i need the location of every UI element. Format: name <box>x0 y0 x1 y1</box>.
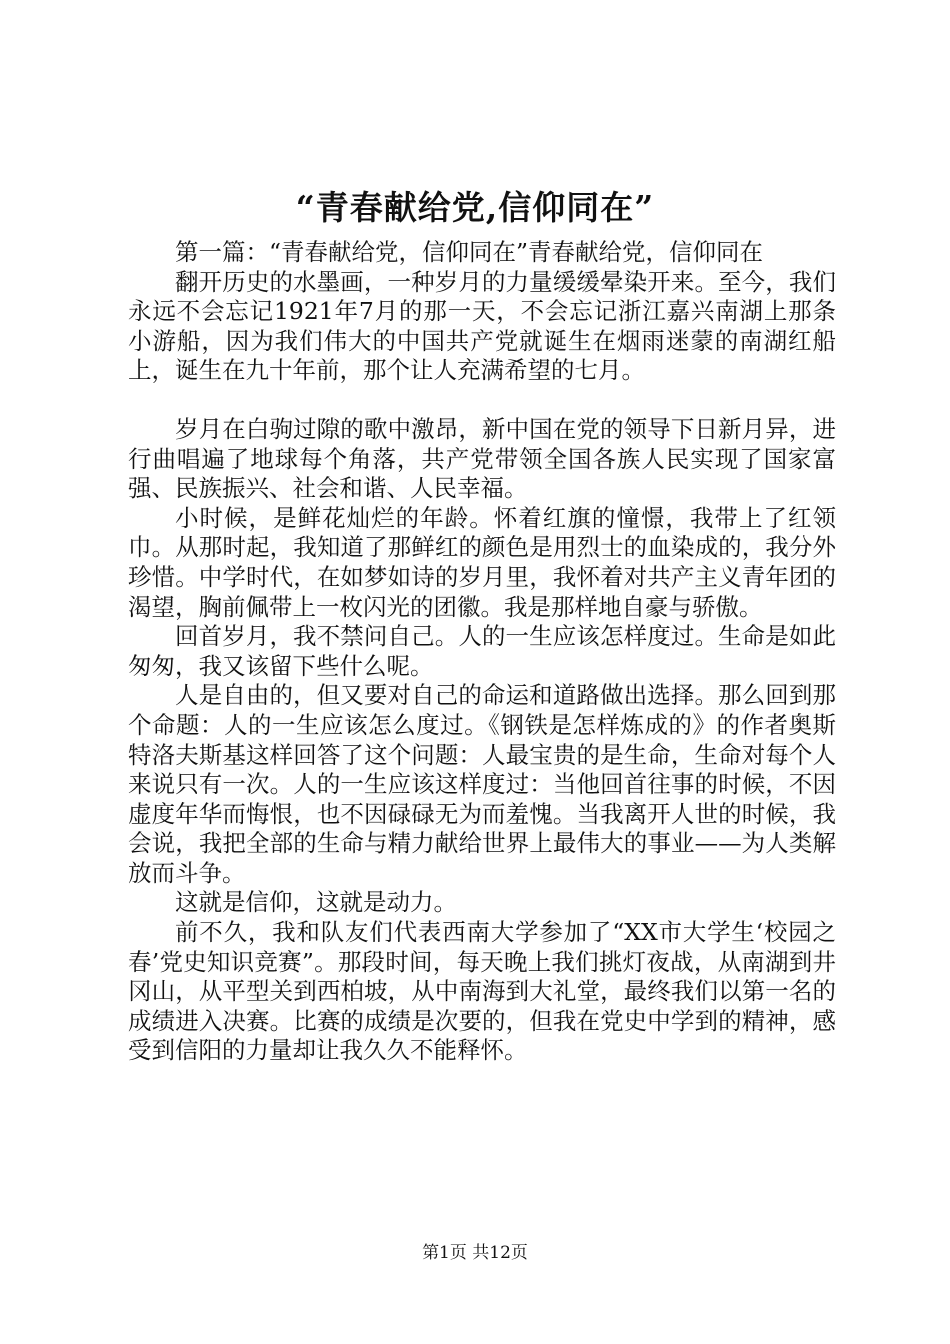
paragraph: 第一篇：“青春献给党，信仰同在”青春献给党，信仰同在 <box>175 238 764 266</box>
paragraph: 人是自由的，但又要对自己的命运和道路做出选择。那么回到那个命题：人的一生应该怎么度过。《钢铁是怎样炼成的》的作者奥斯特洛夫斯基这样回答了这个问题：人最宝贵的是生命，生命对每个人来说只有一次。人的一生应该这样度过：当他回首往事的时候，不因虚度年华而悔恨，也不因碌碌无为而羞愧。当我离开人世的时候，我会说，我把全部的生命与精力献给世界上最伟大的事业——为人类解放而斗争。 <box>128 681 836 887</box>
paragraph: 翻开历史的水墨画，一种岁月的力量缓缓晕染开来。至今，我们永远不会忘记1921年7月的那一天，不会忘记浙江嘉兴南湖上那条小游船，因为我们伟大的中国共产党就诞生在烟雨迷蒙的南湖红船上，诞生在九十年前，那个让人充满希望的七月。 <box>128 267 836 385</box>
page-footer: 第1页 共12页 <box>422 1243 528 1263</box>
paragraph: 这就是信仰，这就是动力。 <box>175 888 457 917</box>
paragraph: 岁月在白驹过隙的歌中激昂，新中国在党的领导下日新月异，进行曲唱遍了地球每个角落，共产党带领全国各族人民实现了国家富强、民族振兴、社会和谐、人民幸福。 <box>128 414 836 503</box>
paragraph: 前不久，我和队友们代表西南大学参加了“XX市大学生‘校园之春’党史知识竞赛”。那段时间，每天晚上我们挑灯夜战，从南湖到井冈山，从平型关到西柏坡，从中南海到大礼堂，最终我们以第一名的成绩进入决赛。比赛的成绩是次要的，但我在党史中学到的精神，感受到信阳的力量却让我久久不能释怀。 <box>128 918 836 1065</box>
document-body <box>128 238 836 1066</box>
document-title: “青春献给党,信仰同在” <box>295 188 655 227</box>
paragraph: 小时候，是鲜花灿烂的年龄。怀着红旗的憧憬，我带上了红领巾。从那时起，我知道了那鲜红的颜色是用烈士的血染成的，我分外珍惜。中学时代，在如梦如诗的岁月里，我怀着对共产主义青年团的渴望，胸前佩带上一枚闪光的团徽。我是那样地自豪与骄傲。 <box>128 503 836 621</box>
paragraph: 回首岁月，我不禁问自己。人的一生应该怎样度过。生命是如此匆匆，我又该留下些什么呢。 <box>128 622 836 680</box>
